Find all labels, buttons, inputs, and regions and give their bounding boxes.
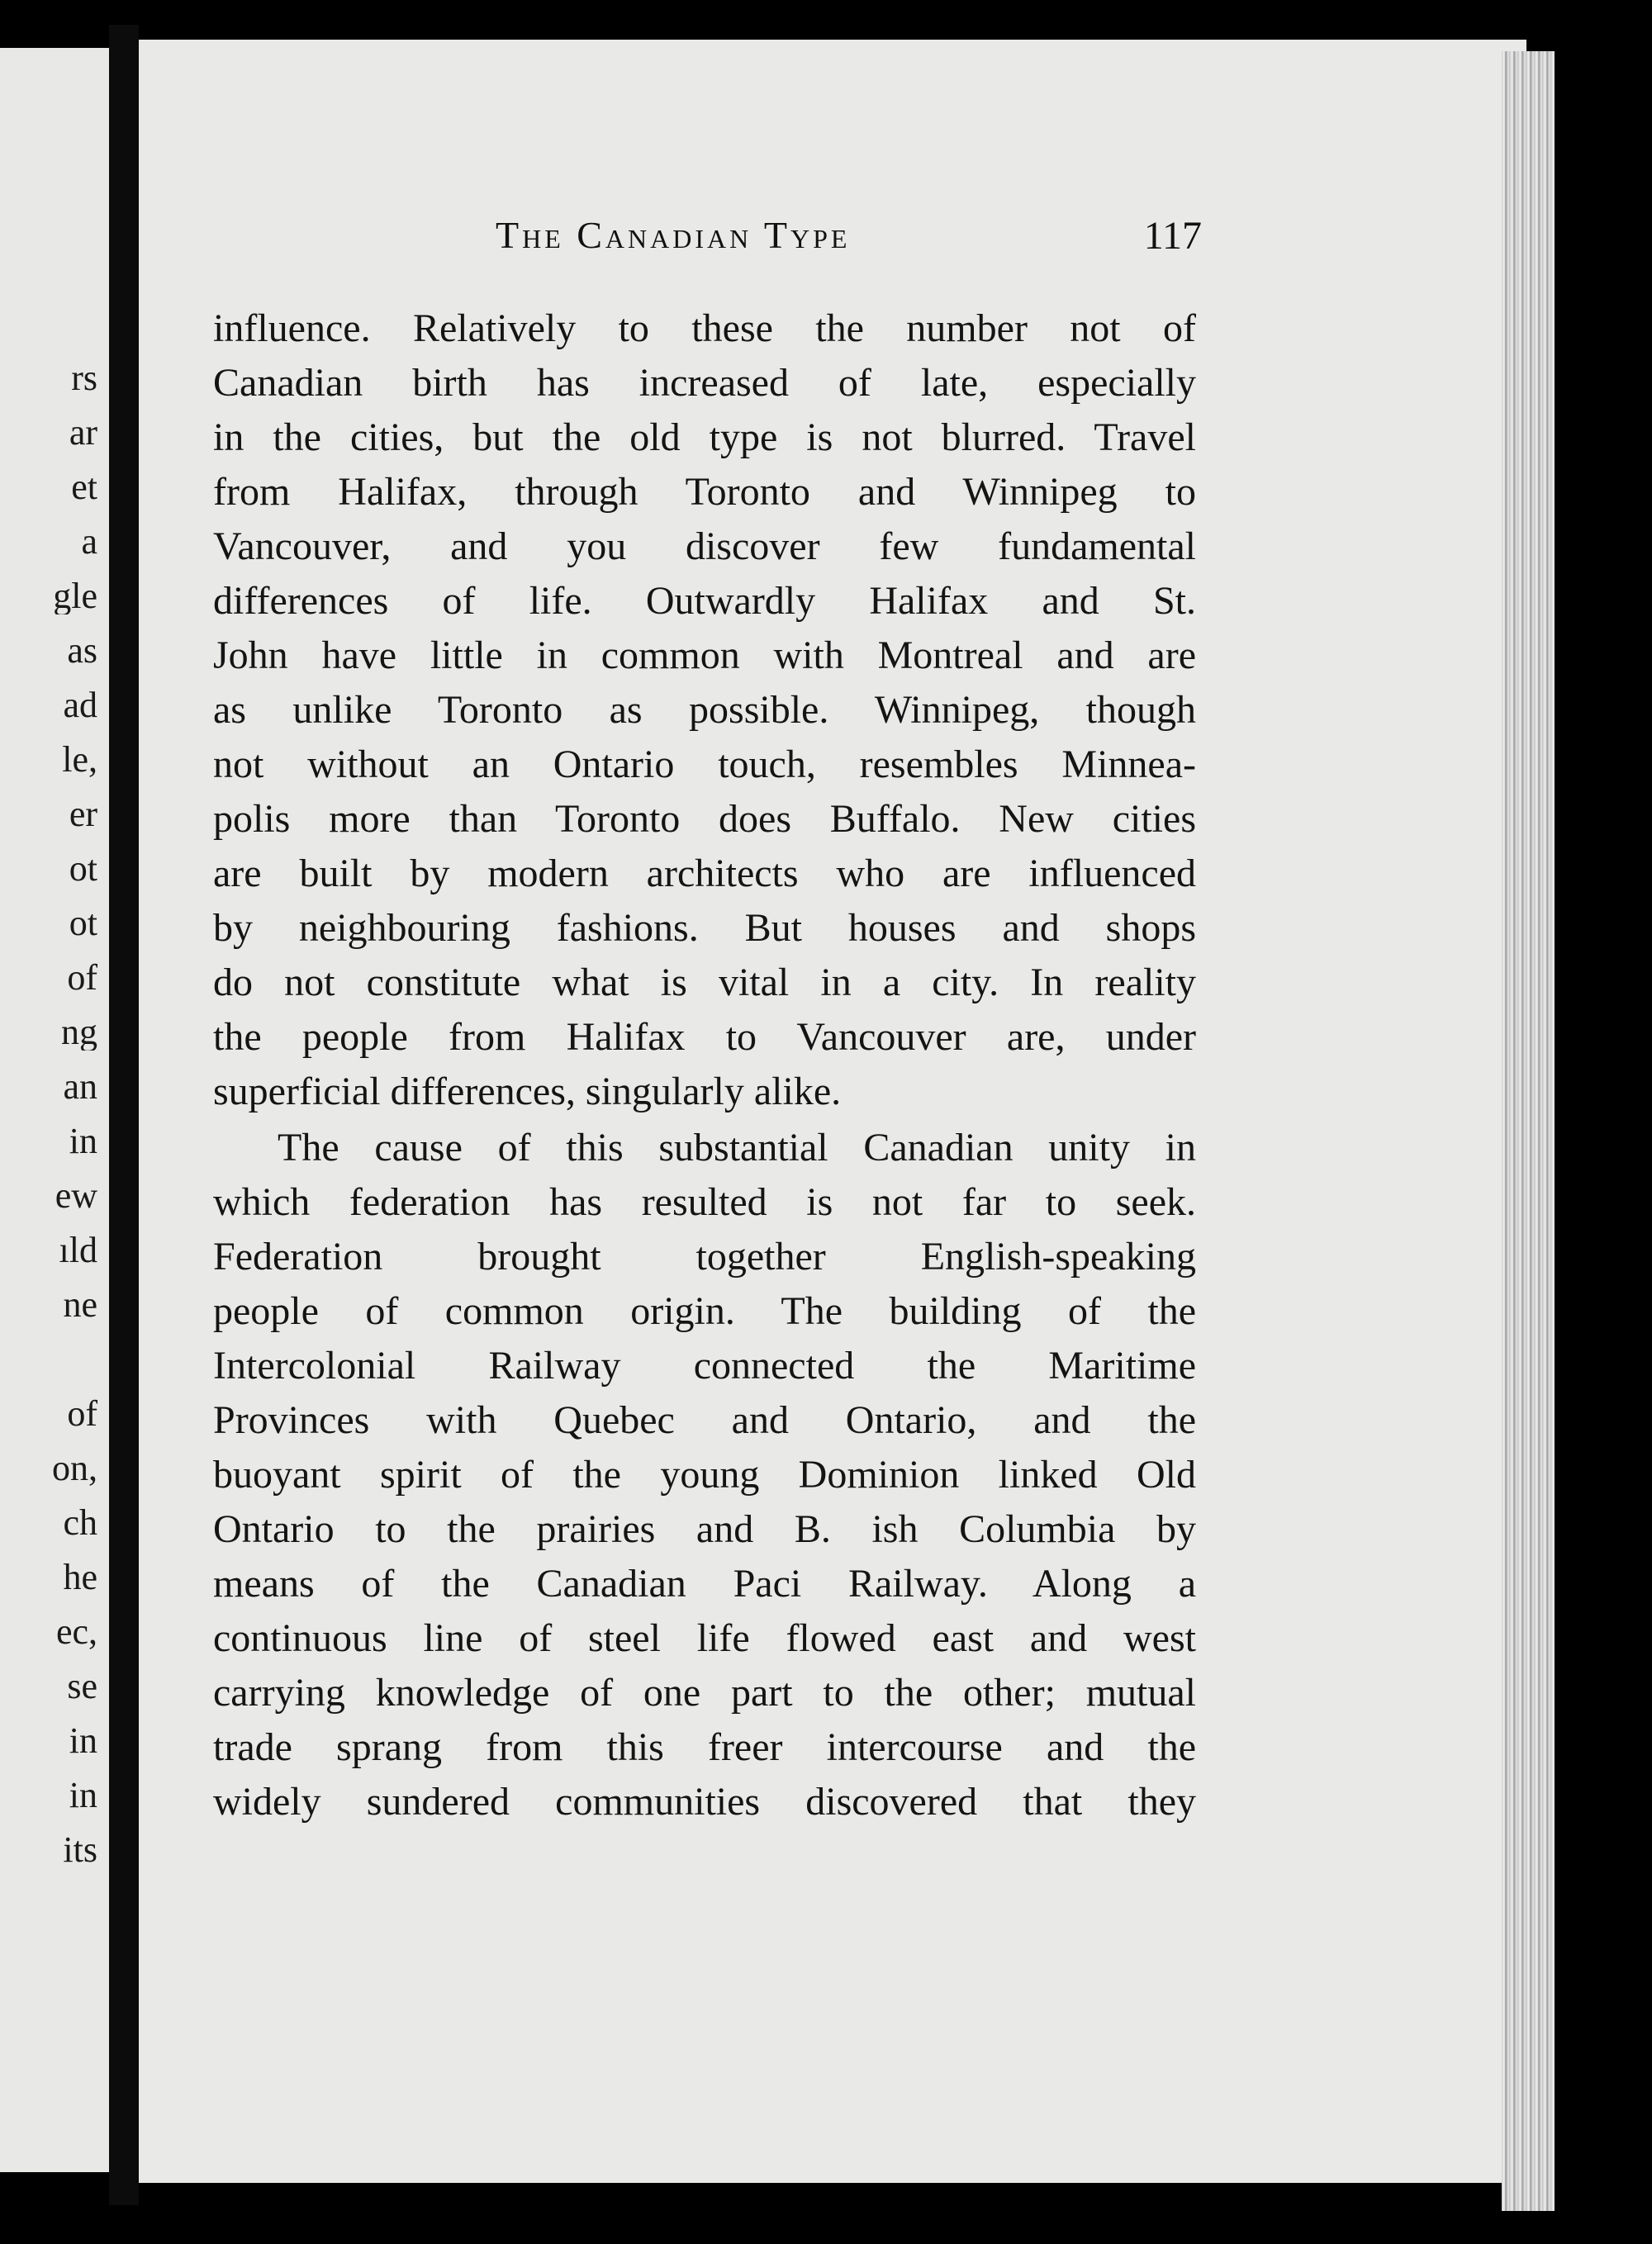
- text-line: widely sundered communities discovered that they: [213, 1780, 1196, 1824]
- text-line: differences of life. Outwardly Halifax and St.: [213, 579, 1196, 623]
- left-fragment: in: [69, 1777, 97, 1814]
- left-fragment: of: [67, 1396, 97, 1432]
- text-line: not without an Ontario touch, resembles Minnea-: [213, 742, 1196, 786]
- left-fragment: gle: [53, 578, 97, 614]
- text-line: Intercolonial Railway connected the Maritime: [213, 1344, 1196, 1388]
- page-number: 117: [1143, 214, 1202, 258]
- text-line: trade sprang from this freer intercourse and the: [213, 1725, 1196, 1769]
- page-stack-edge: [1502, 51, 1555, 2211]
- left-fragment: as: [67, 633, 97, 669]
- left-fragment: of: [67, 960, 97, 996]
- left-fragment: ar: [69, 415, 97, 451]
- left-fragment: se: [67, 1668, 97, 1705]
- left-fragment: ad: [63, 687, 97, 723]
- text-line: superficial differences, singularly alike.: [213, 1070, 842, 1113]
- text-line: John have little in common with Montreal and are: [213, 633, 1196, 677]
- left-fragment: ch: [63, 1505, 97, 1541]
- left-fragment: rs: [71, 360, 97, 396]
- left-fragment: in: [69, 1723, 97, 1759]
- left-fragment: ot: [69, 905, 97, 942]
- text-line: from Halifax, through Toronto and Winnipeg to: [213, 470, 1196, 514]
- left-fragment: ew: [55, 1178, 97, 1214]
- left-fragment: le,: [62, 742, 97, 778]
- left-fragment: on,: [52, 1450, 97, 1487]
- text-line: as unlike Toronto as possible. Winnipeg, though: [213, 688, 1196, 732]
- left-fragment: he: [63, 1559, 97, 1596]
- text-line: The cause of this substantial Canadian unity in: [278, 1126, 1196, 1169]
- text-line: Ontario to the prairies and B. ish Columbia by: [213, 1507, 1196, 1551]
- left-fragment: ıld: [59, 1232, 97, 1269]
- text-line: Vancouver, and you discover few fundamental: [213, 524, 1196, 568]
- text-line: Provinces with Quebec and Ontario, and the: [213, 1398, 1196, 1442]
- text-line: influence. Relatively to these the number not of: [213, 306, 1196, 350]
- text-line: are built by modern architects who are influenced: [213, 852, 1196, 895]
- text-line: do not constitute what is vital in a city. In reality: [213, 961, 1196, 1004]
- left-fragment: ot: [69, 851, 97, 887]
- left-fragment: er: [69, 796, 97, 833]
- text-line: in the cities, but the old type is not blurred. Travel: [213, 415, 1196, 459]
- left-page-edge: [0, 48, 112, 2172]
- text-line: means of the Canadian Paci Railway. Along a: [213, 1562, 1196, 1606]
- text-line: polis more than Toronto does Buffalo. New cities: [213, 797, 1196, 841]
- left-fragment: ne: [63, 1287, 97, 1323]
- text-line: people of common origin. The building of the: [213, 1289, 1196, 1333]
- text-line: Canadian birth has increased of late, especially: [213, 361, 1196, 405]
- left-fragment: et: [71, 469, 97, 505]
- left-fragment: a: [81, 524, 97, 560]
- text-line: buoyant spirit of the young Dominion linked Old: [213, 1453, 1196, 1497]
- left-fragment: an: [63, 1069, 97, 1105]
- left-fragment: in: [69, 1123, 97, 1160]
- left-fragment: ec,: [55, 1614, 97, 1650]
- text-line: carrying knowledge of one part to the other; mutual: [213, 1671, 1196, 1715]
- text-line: the people from Halifax to Vancouver are, under: [213, 1015, 1196, 1059]
- text-line: which federation has resulted is not far to seek.: [213, 1180, 1196, 1224]
- running-title: The Canadian Type: [496, 214, 851, 256]
- text-line: continuous line of steel life flowed east and west: [213, 1616, 1196, 1660]
- book-gutter: [109, 25, 139, 2205]
- left-fragment: ng: [61, 1014, 97, 1051]
- text-line: by neighbouring fashions. But houses and shops: [213, 906, 1196, 950]
- left-fragment: its: [63, 1832, 97, 1868]
- text-line: Federation brought together English-speaking: [213, 1235, 1196, 1279]
